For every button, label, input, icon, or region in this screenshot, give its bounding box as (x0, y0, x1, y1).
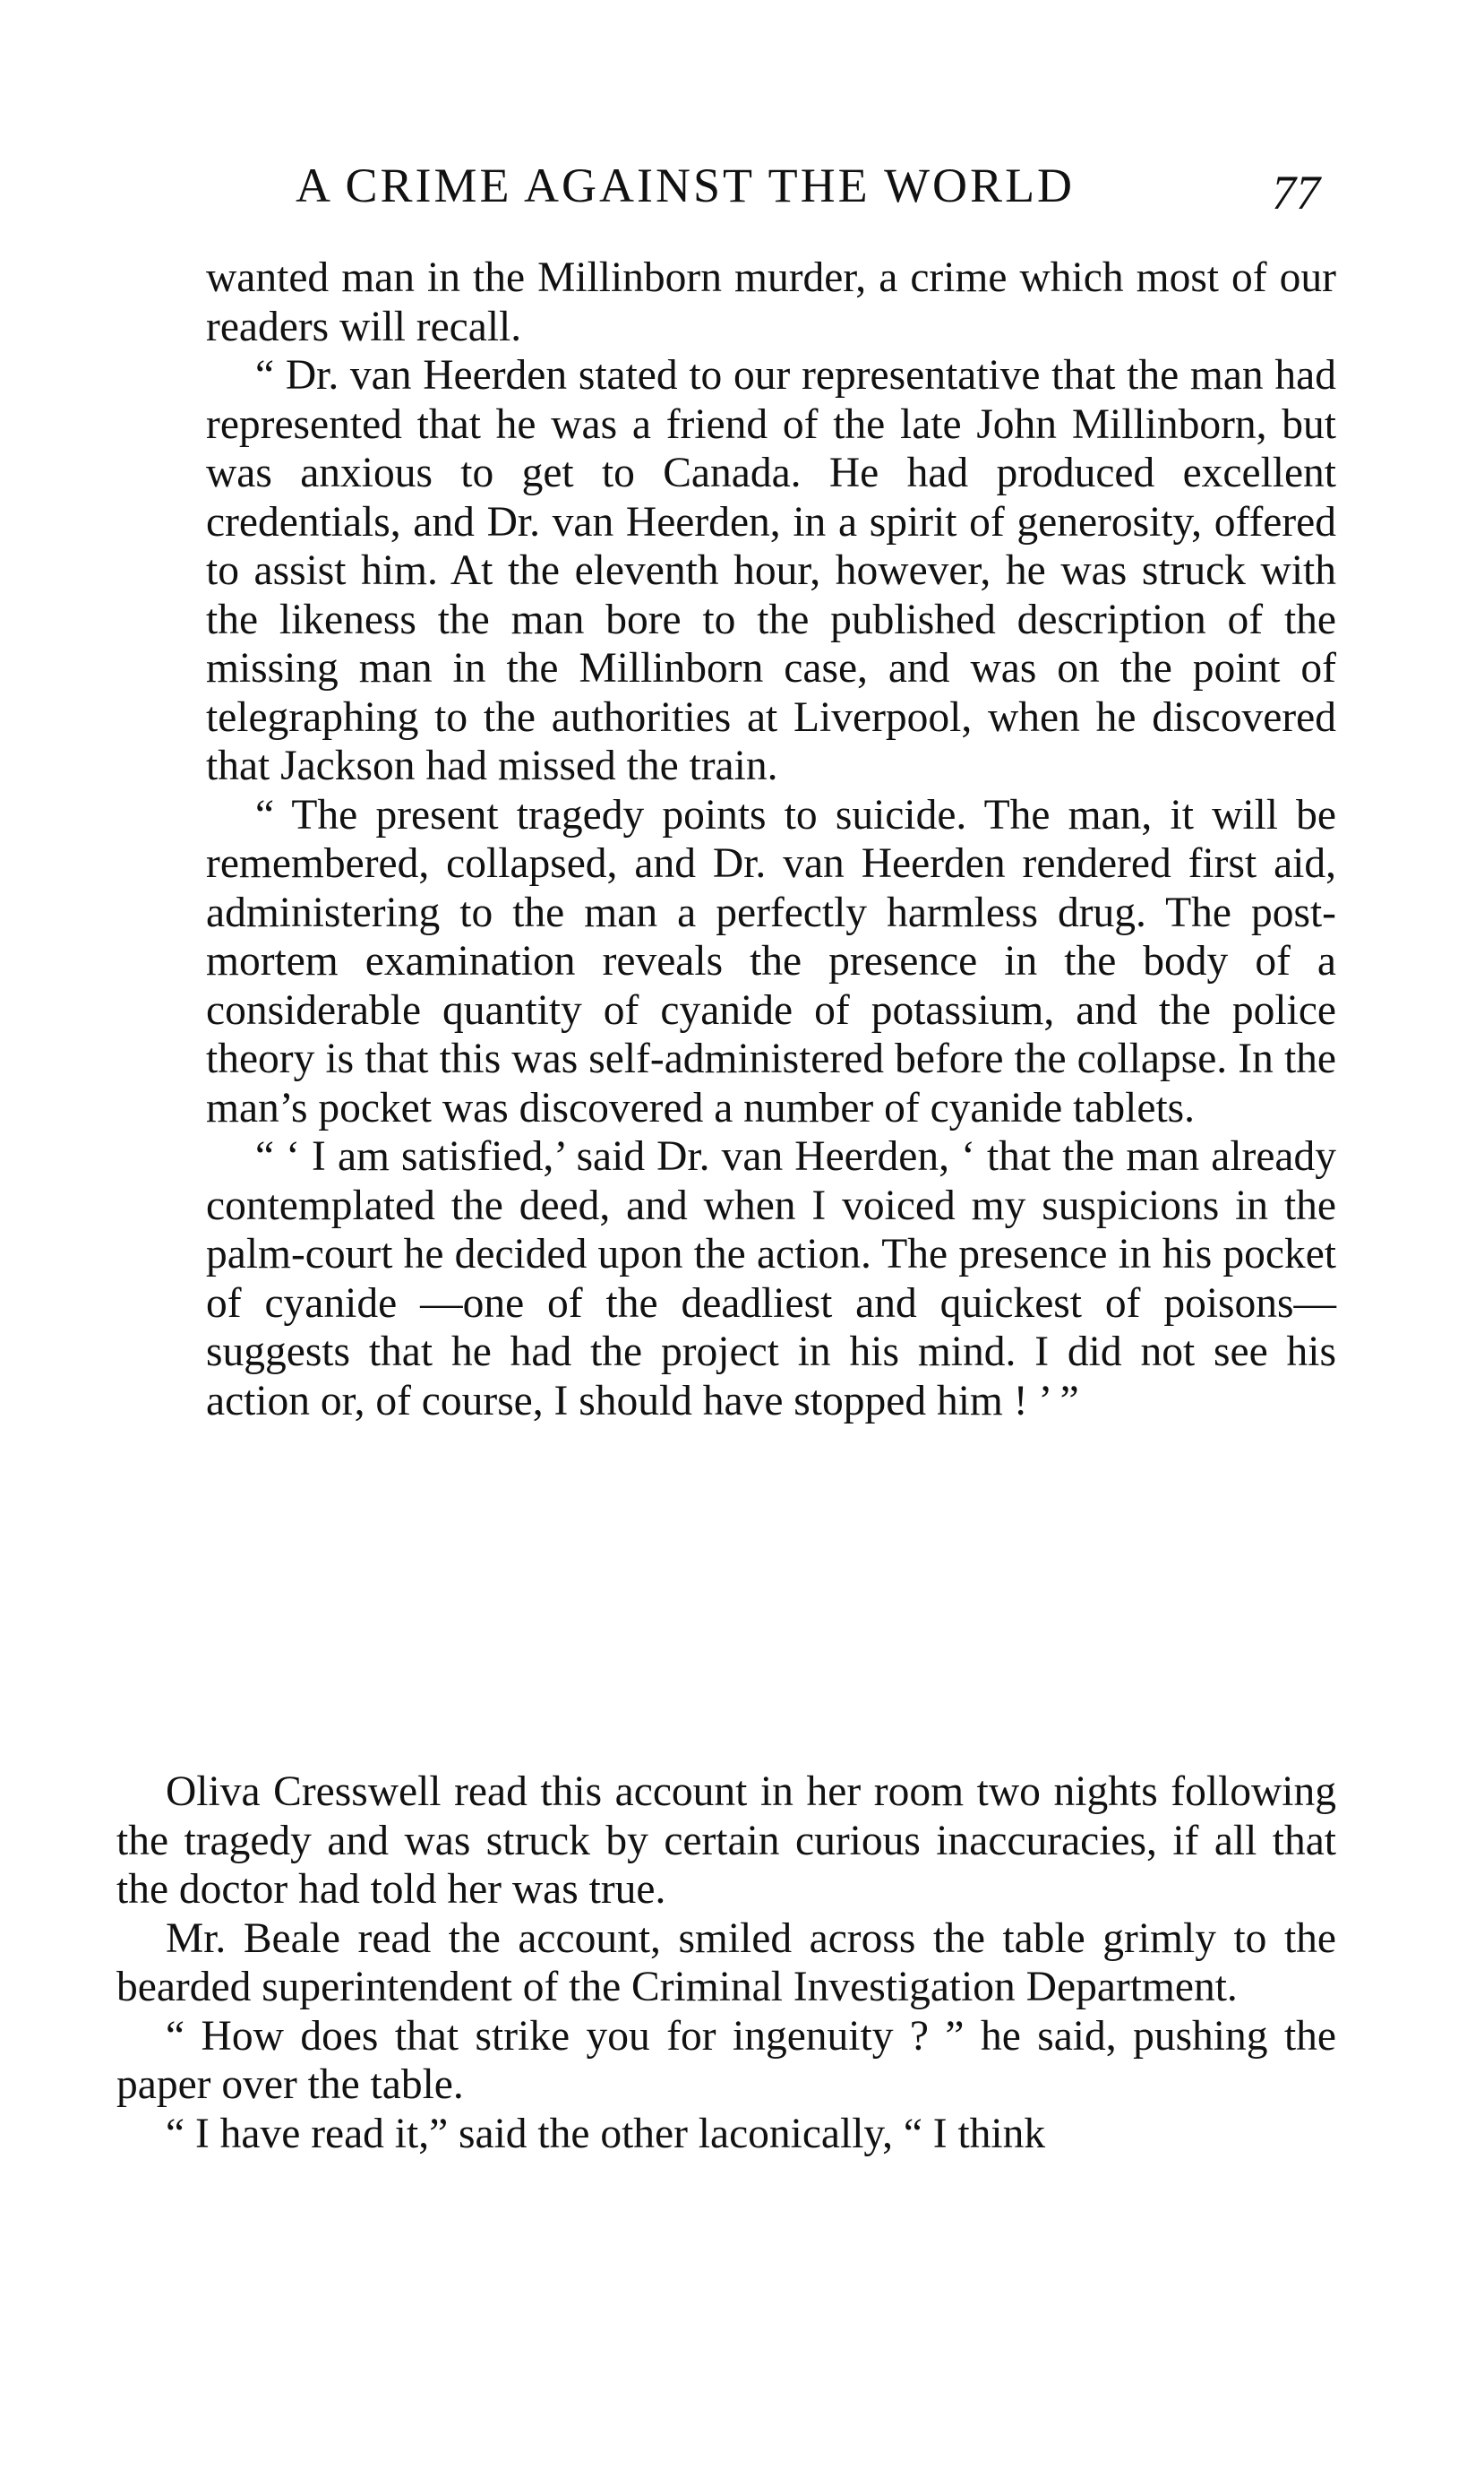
article-paragraph: wanted man in the Millinborn murder, a crime which most of our readers will recall. (206, 254, 1336, 350)
article-paragraph: “ Dr. van Heerden stated to our representative that the man had represented that he was a friend of the late John Millinborn, but was anxious to get to Canada. He had produced excellent credentials, and Dr. van Heerden, in a spirit of generosity, offered to assist him. At the eleventh hour, however, he was struck with the likeness the man bore to the published description of the missing man in the Millinborn case, and was on the point of telegraphing to the authorities at Liverpool, when he discovered that Jackson had missed the train. (206, 352, 1336, 789)
narrative-paragraph: “ I have read it,” said the other laconically, “ I think (166, 2110, 1046, 2157)
narrative-paragraph: Mr. Beale read the account, smiled across the table grimly to the bearded superintendent of the Criminal Investigation Department. (116, 1914, 1336, 2010)
narrative-text (116, 1768, 1336, 2158)
article-paragraph: “ The present tragedy points to suicide. The man, it will be remembered, collapsed, and Dr. van Heerden rendered first aid, administering to the man a perfectly harmless drug. The post-mortem examination reveals the presence in the body of a considerable quantity of cyanide of potassium, and the police theory is that this was self-administered before the collapse. In the man’s pocket was discovered a number of cyanide tablets. (206, 791, 1336, 1131)
narrative-paragraph: Oliva Cresswell read this account in her room two nights following the tragedy and was struck by certain curious inaccuracies, if all that the doctor had told her was true. (116, 1768, 1336, 1913)
running-title: A CRIME AGAINST THE WORLD (296, 159, 1076, 212)
quoted-newspaper-article (206, 254, 1336, 1425)
article-paragraph: “ ‘ I am satisfied,’ said Dr. van Heerden, ‘ that the man already contemplated the deed, and when I voiced my suspicions in the palm-court he decided upon the action. The presence in his pocket of cyanide —one of the deadliest and quickest of poisons— suggests that he had the project in his mind. I did not see his action or, of course, I should have stopped him ! ’ ” (206, 1133, 1336, 1424)
narrative-paragraph: “ How does that strike you for ingenuity ? ” he said, pushing the paper over the table. (116, 2012, 1336, 2108)
page-number: 77 (1272, 166, 1320, 219)
running-head (0, 154, 1484, 217)
